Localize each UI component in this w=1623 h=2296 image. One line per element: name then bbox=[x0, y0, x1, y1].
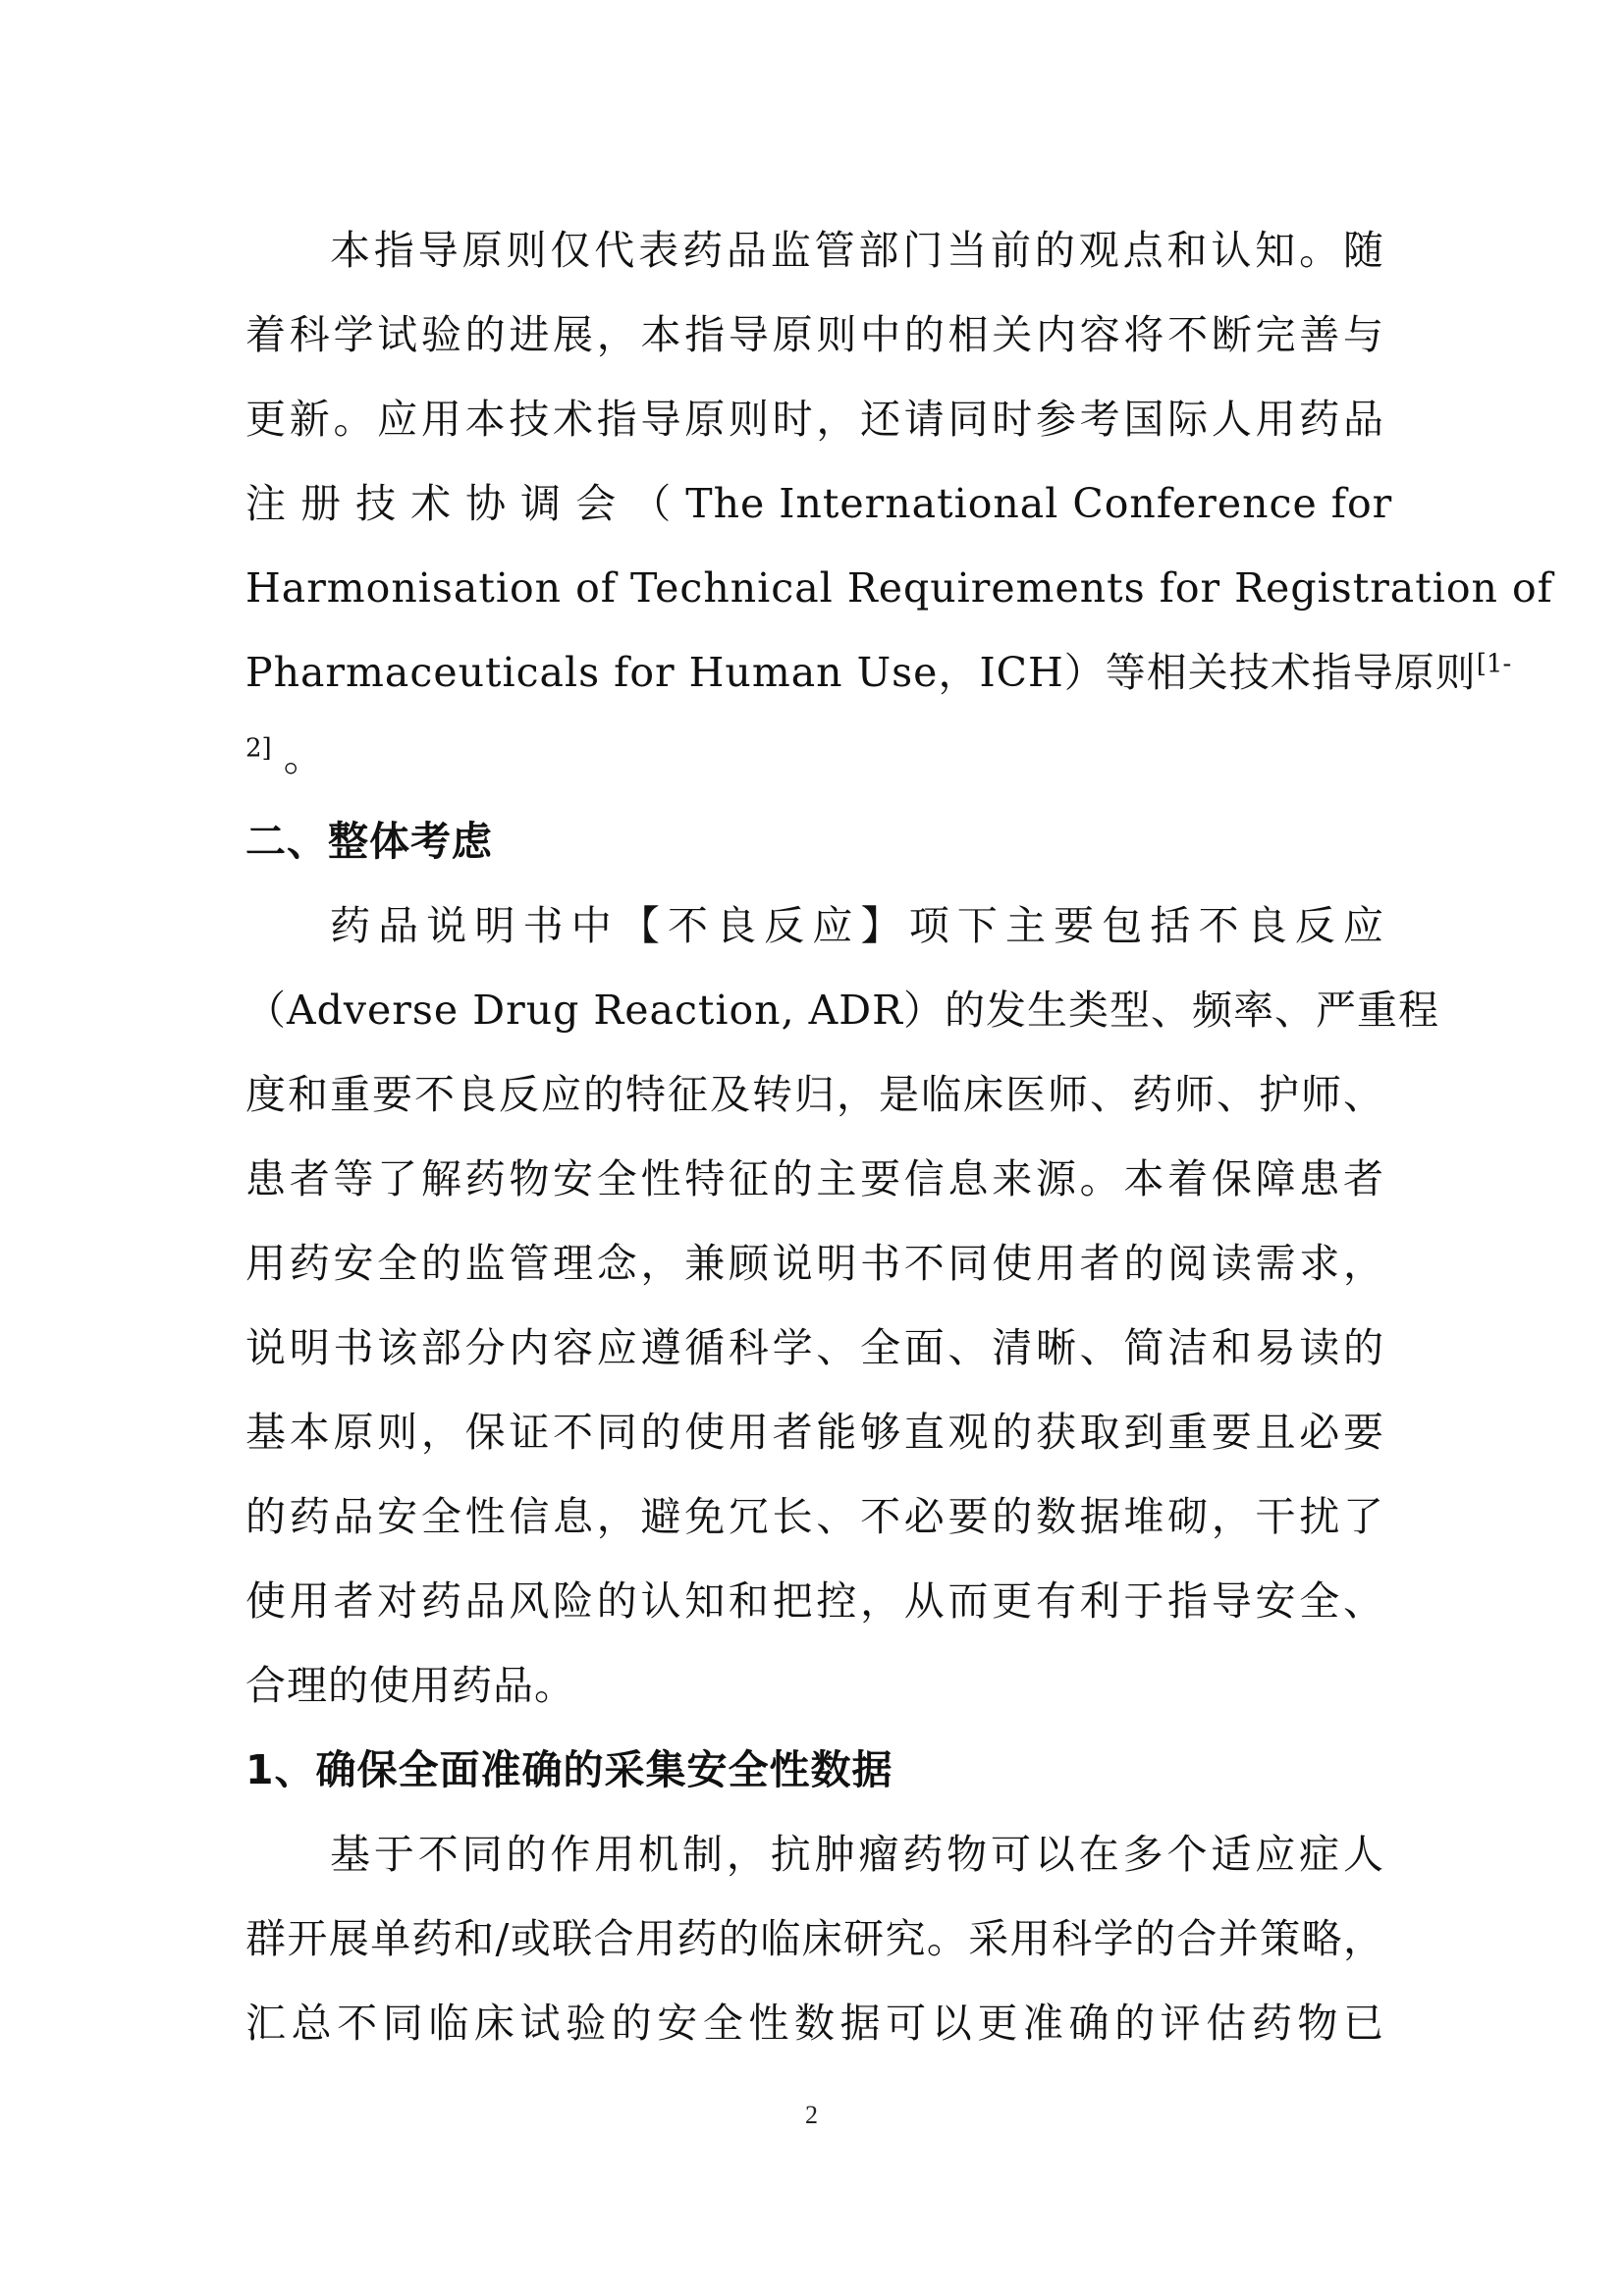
text-line: 更新。应用本技术指导原则时，还请同时参考国际人用药品 bbox=[245, 396, 1384, 443]
text-line: 着科学试验的进展，本指导原则中的相关内容将不断完善与 bbox=[245, 311, 1384, 358]
text-line: 基本原则，保证不同的使用者能够直观的获取到重要且必要 bbox=[245, 1409, 1384, 1456]
text-line: 说明书该部分内容应遵循科学、全面、清晰、简洁和易读的 bbox=[245, 1324, 1384, 1371]
text-line: 基于不同的作用机制，抗肿瘤药物可以在多个适应症人 bbox=[330, 1831, 1384, 1878]
text-line: Pharmaceuticals for Human Use，ICH）等相关技术指导原则 bbox=[245, 649, 1477, 696]
text-line: 。 bbox=[283, 733, 325, 780]
text-line: 汇总不同临床试验的安全性数据可以更准确的评估药物已 bbox=[245, 2000, 1384, 2047]
citation-ref: 2] bbox=[245, 733, 272, 764]
text-line: 使用者对药品风险的认知和把控，从而更有利于指导安全、 bbox=[245, 1577, 1384, 1625]
text-line: 患者等了解药物安全性特征的主要信息来源。本着保障患者 bbox=[245, 1155, 1384, 1202]
text-line: 本指导原则仅代表药品监管部门当前的观点和认知。随 bbox=[330, 227, 1384, 274]
text-line: 的药品安全性信息，避免冗长、不必要的数据堆砌，干扰了 bbox=[245, 1493, 1384, 1540]
text-line: 药品说明书中【不良反应】项下主要包括不良反应 bbox=[330, 902, 1384, 949]
text-line: 注 册 技 术 协 调 会 （ The International Conference for bbox=[245, 480, 1393, 527]
section-heading: 二、整体考虑 bbox=[245, 818, 493, 865]
document-body bbox=[245, 208, 1553, 2065]
text-line-with-citation bbox=[245, 630, 1512, 715]
text-line: 群开展单药和/或联合用药的临床研究。采用科学的合并策略， bbox=[245, 1915, 1384, 1962]
paragraph-overall-considerations bbox=[245, 883, 1440, 1728]
text-line: 用药安全的监管理念，兼顾说明书不同使用者的阅读需求， bbox=[245, 1240, 1384, 1287]
subsection-heading: 1、确保全面准确的采集安全性数据 bbox=[245, 1746, 893, 1793]
page-number: 2 bbox=[805, 2101, 818, 2129]
text-line: Harmonisation of Technical Requirements for Registration of bbox=[245, 564, 1553, 612]
text-line: 合理的使用药品。 bbox=[245, 1662, 575, 1709]
paragraph-data-collection bbox=[245, 1812, 1384, 2065]
paragraph-disclaimer bbox=[245, 208, 1553, 799]
citation-ref: [1- bbox=[1476, 649, 1512, 679]
text-line-with-citation bbox=[245, 715, 1384, 799]
text-line: 度和重要不良反应的特征及转归，是临床医师、药师、护师、 bbox=[245, 1071, 1384, 1118]
text-line: （Adverse Drug Reaction, ADR）的发生类型、频率、严重程 bbox=[245, 987, 1440, 1034]
